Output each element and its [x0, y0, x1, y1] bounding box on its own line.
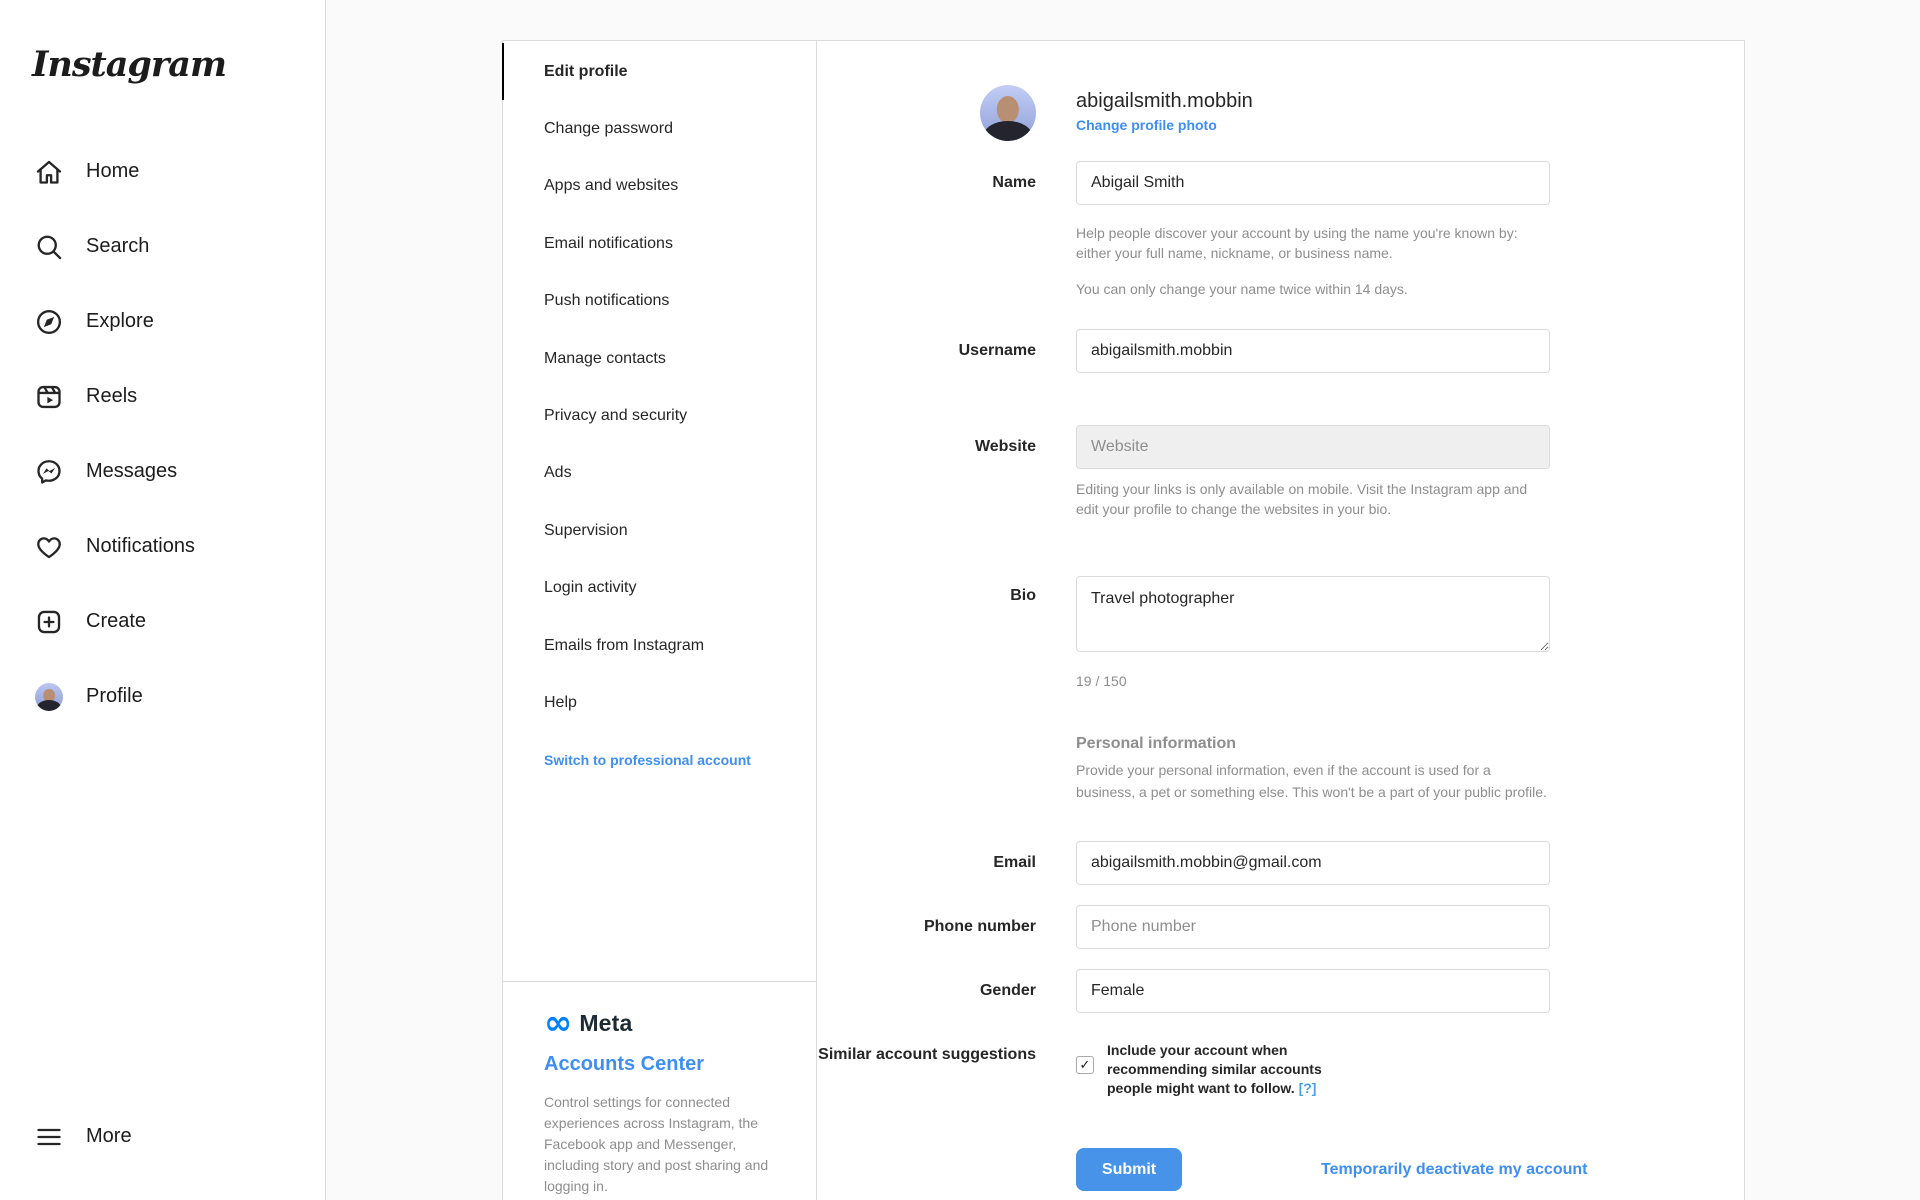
similar-suggestions-label: Similar account suggestions — [818, 1046, 1036, 1063]
home-icon — [35, 158, 63, 186]
app-sidebar — [0, 0, 326, 1200]
gender-label: Gender — [979, 982, 1036, 999]
settings-nav — [503, 41, 817, 1200]
phone-label: Phone number — [923, 918, 1036, 935]
settings-tab-privacy-and-security[interactable]: Privacy and security — [544, 407, 688, 425]
username-row — [817, 329, 1746, 373]
settings-tab-edit-profile[interactable]: Edit profile — [503, 43, 816, 100]
personal-info-heading: Personal information — [1076, 735, 1237, 752]
name-label: Name — [992, 174, 1036, 191]
sidebar-item-label: Search — [86, 235, 150, 257]
instagram-logo[interactable]: Instagram — [32, 44, 226, 85]
accounts-center-description: Control settings for connected experiences across Instagram, the Facebook app and Messenger, including story and post sharing and logging in. — [544, 1094, 769, 1194]
profile-header-row — [817, 85, 1746, 141]
settings-tab-apps-and-websites[interactable]: Apps and websites — [544, 177, 679, 195]
meta-infinity-icon: ∞ — [544, 1003, 573, 1043]
settings-tab-email-notifications[interactable]: Email notifications — [544, 234, 673, 252]
sidebar-item-more[interactable] — [0, 1099, 325, 1174]
more-nav — [0, 1099, 325, 1174]
name-input[interactable] — [1076, 161, 1550, 205]
sidebar-item-notifications[interactable] — [0, 509, 325, 584]
reels-icon — [35, 383, 63, 411]
settings-tab-change-password[interactable]: Change password — [544, 120, 673, 138]
deactivate-account-link[interactable]: Temporarily deactivate my account — [1321, 1160, 1588, 1178]
personal-info-description: Provide your personal information, even if the account is used for a business, a pet or something else. This won't be a part of your public profile. — [1076, 762, 1547, 800]
help-question-link[interactable]: [?] — [1298, 1080, 1317, 1096]
profile-photo[interactable] — [980, 85, 1036, 141]
name-help-text: Help people discover your account by using the name you're known by: either your full name, nickname, or business name. — [1076, 225, 1518, 261]
edit-profile-form — [817, 41, 1746, 1200]
sidebar-item-label: More — [86, 1125, 132, 1147]
bio-textarea[interactable] — [1076, 576, 1550, 652]
hamburger-icon — [35, 1123, 63, 1151]
create-icon — [35, 608, 63, 636]
sidebar-item-search[interactable] — [0, 209, 325, 284]
sidebar-item-profile[interactable] — [0, 659, 325, 734]
settings-tab-emails-from-instagram[interactable]: Emails from Instagram — [544, 636, 705, 654]
settings-tab-help[interactable]: Help — [544, 693, 577, 711]
name-help-row — [817, 223, 1746, 299]
email-label: Email — [993, 854, 1036, 871]
website-help-row — [817, 479, 1746, 519]
website-input[interactable] — [1076, 425, 1550, 469]
sidebar-item-reels[interactable] — [0, 359, 325, 434]
bio-label: Bio — [1010, 587, 1036, 604]
profile-avatar — [35, 683, 63, 711]
profile-username: abigailsmith.mobbin — [1076, 90, 1253, 112]
settings-tab-ads[interactable]: Ads — [544, 464, 572, 482]
bio-char-counter: 19 / 150 — [1076, 673, 1127, 689]
sidebar-item-label: Home — [86, 160, 140, 182]
sidebar-item-explore[interactable] — [0, 284, 325, 359]
sidebar-item-label: Create — [86, 610, 147, 632]
submit-button[interactable]: Submit — [1076, 1148, 1182, 1191]
name-row — [817, 161, 1746, 205]
phone-input[interactable] — [1076, 905, 1550, 949]
notifications-icon — [35, 533, 63, 561]
explore-icon — [35, 308, 63, 336]
sidebar-item-home[interactable] — [0, 134, 325, 209]
name-change-limit-text: You can only change your name twice within 14 days. — [1076, 281, 1408, 297]
switch-to-professional-link[interactable]: Switch to professional account — [544, 752, 751, 769]
personal-info-row — [817, 735, 1746, 803]
sidebar-item-messages[interactable] — [0, 434, 325, 509]
accounts-center-link[interactable]: Accounts Center — [544, 1053, 705, 1075]
settings-tab-login-activity[interactable]: Login activity — [544, 579, 637, 597]
settings-tab-supervision[interactable]: Supervision — [544, 521, 628, 539]
sidebar-item-create[interactable] — [0, 584, 325, 659]
submit-row — [817, 1148, 1746, 1191]
website-label: Website — [974, 438, 1036, 455]
sidebar-item-label: Explore — [86, 310, 154, 332]
similar-suggestions-text: Include your account when recommending similar accounts people might want to follow. [?] — [1107, 1042, 1322, 1096]
messages-icon — [35, 458, 63, 486]
sidebar-item-label: Profile — [86, 685, 143, 707]
phone-row — [817, 905, 1746, 949]
gender-row — [817, 969, 1746, 1013]
main-nav — [0, 134, 325, 734]
gender-input[interactable] — [1076, 969, 1550, 1013]
website-row — [817, 425, 1746, 469]
email-row — [817, 841, 1746, 885]
similar-suggestions-checkbox[interactable]: ✓ — [1076, 1056, 1094, 1074]
website-help-text: Editing your links is only available on mobile. Visit the Instagram app and edit your profile to change the websites in your bio. — [1076, 481, 1528, 517]
email-input[interactable] — [1076, 841, 1550, 885]
username-input[interactable] — [1076, 329, 1550, 373]
sidebar-item-label: Reels — [86, 385, 138, 407]
search-icon — [35, 233, 63, 261]
settings-tab-push-notifications[interactable]: Push notifications — [544, 292, 670, 310]
similar-suggestions-row — [817, 1041, 1746, 1098]
sidebar-item-label: Notifications — [86, 535, 195, 557]
settings-card — [502, 40, 1745, 1200]
divider — [503, 981, 816, 982]
bio-row — [817, 576, 1746, 689]
meta-accounts-center-block — [544, 1003, 782, 1197]
username-label: Username — [958, 342, 1036, 359]
meta-logo: ∞ Meta — [544, 1003, 633, 1043]
change-profile-photo-link[interactable]: Change profile photo — [1076, 117, 1217, 133]
sidebar-item-label: Messages — [86, 460, 178, 482]
settings-tab-manage-contacts[interactable]: Manage contacts — [544, 349, 666, 367]
